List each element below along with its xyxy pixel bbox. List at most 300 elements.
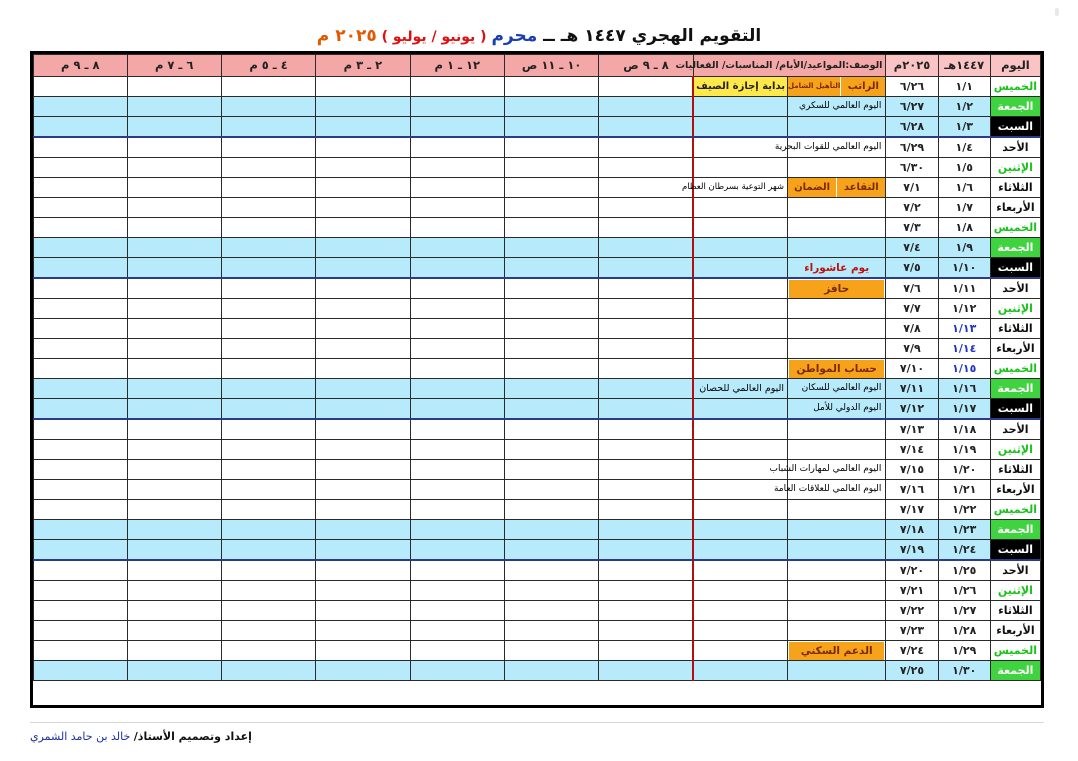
slot-cell[interactable] bbox=[127, 601, 221, 621]
slot-cell[interactable] bbox=[410, 278, 504, 299]
slot-cell[interactable] bbox=[410, 379, 504, 399]
slot-cell[interactable] bbox=[127, 319, 221, 339]
slot-cell[interactable] bbox=[34, 258, 128, 279]
activity-cell[interactable] bbox=[693, 661, 787, 681]
slot-cell[interactable] bbox=[410, 440, 504, 460]
greg-date: ٧/١٨ bbox=[886, 520, 938, 540]
desc-badge: يوم عاشوراء bbox=[804, 261, 870, 274]
activity-cell[interactable] bbox=[693, 621, 787, 641]
day-cell: الثلاثاء bbox=[990, 319, 1040, 339]
slot-cell[interactable] bbox=[221, 379, 315, 399]
description-cell[interactable] bbox=[788, 117, 886, 138]
slot-cell[interactable] bbox=[221, 460, 315, 480]
activity-cell[interactable] bbox=[693, 319, 787, 339]
description-cell[interactable] bbox=[788, 319, 886, 339]
description-cell[interactable] bbox=[788, 560, 886, 581]
slot-cell[interactable] bbox=[504, 540, 598, 561]
description-cell[interactable]: اليوم العالمي للسكري bbox=[788, 97, 886, 117]
activity-cell[interactable] bbox=[693, 299, 787, 319]
slot-cell[interactable] bbox=[316, 460, 410, 480]
slot-cell[interactable] bbox=[127, 419, 221, 440]
slot-cell[interactable] bbox=[34, 178, 128, 198]
activity-cell[interactable]: اليوم العالمي للحصان bbox=[693, 379, 787, 399]
slot-cell[interactable] bbox=[410, 238, 504, 258]
activity-cell[interactable] bbox=[693, 601, 787, 621]
activity-cell[interactable] bbox=[693, 641, 787, 661]
slot-cell[interactable] bbox=[316, 178, 410, 198]
slot-cell[interactable] bbox=[127, 440, 221, 460]
table-row bbox=[34, 218, 1041, 238]
table-row bbox=[34, 379, 1041, 399]
slot-cell[interactable] bbox=[599, 77, 693, 97]
slot-cell[interactable] bbox=[410, 399, 504, 420]
footer-label: إعداد وتصميم الأستاذ/ bbox=[133, 730, 252, 743]
slot-cell[interactable] bbox=[504, 460, 598, 480]
description-cell[interactable]: اليوم العالمي للقوات البحرية bbox=[788, 137, 886, 158]
activity-cell[interactable] bbox=[693, 399, 787, 420]
description-cell[interactable] bbox=[788, 359, 886, 379]
description-cell[interactable] bbox=[788, 258, 886, 279]
slot-cell[interactable] bbox=[221, 500, 315, 520]
hijri-date: ١/٩ bbox=[938, 238, 990, 258]
description-cell[interactable] bbox=[788, 178, 886, 198]
slot-cell[interactable] bbox=[34, 581, 128, 601]
slot-cell[interactable] bbox=[127, 97, 221, 117]
day-cell: السبت bbox=[990, 117, 1040, 138]
description-cell[interactable]: اليوم العالمي للسكان bbox=[788, 379, 886, 399]
slot-cell[interactable] bbox=[34, 359, 128, 379]
slot-cell[interactable] bbox=[410, 198, 504, 218]
slot-cell[interactable] bbox=[34, 198, 128, 218]
slot-cell[interactable] bbox=[410, 621, 504, 641]
slot-cell[interactable] bbox=[127, 158, 221, 178]
slot-cell[interactable] bbox=[410, 661, 504, 681]
activity-cell[interactable] bbox=[693, 540, 787, 561]
slot-cell[interactable] bbox=[127, 278, 221, 299]
slot-cell[interactable] bbox=[599, 500, 693, 520]
header-row bbox=[34, 55, 1041, 77]
slot-cell[interactable] bbox=[504, 97, 598, 117]
slot-cell[interactable] bbox=[34, 299, 128, 319]
slot-cell[interactable] bbox=[316, 419, 410, 440]
slot-cell[interactable] bbox=[127, 641, 221, 661]
slot-cell[interactable] bbox=[316, 158, 410, 178]
greg-date: ٧/١٩ bbox=[886, 540, 938, 561]
slot-cell[interactable] bbox=[410, 520, 504, 540]
slot-cell[interactable] bbox=[599, 460, 693, 480]
slot-cell[interactable] bbox=[504, 480, 598, 500]
slot-cell[interactable] bbox=[504, 601, 598, 621]
slot-cell[interactable] bbox=[221, 218, 315, 238]
slot-cell[interactable] bbox=[504, 77, 598, 97]
slot-cell[interactable] bbox=[316, 440, 410, 460]
slot-cell[interactable] bbox=[410, 97, 504, 117]
slot-cell[interactable] bbox=[599, 339, 693, 359]
slot-cell[interactable] bbox=[316, 117, 410, 138]
slot-cell[interactable] bbox=[221, 198, 315, 218]
slot-cell[interactable] bbox=[34, 137, 128, 158]
slot-cell[interactable] bbox=[410, 641, 504, 661]
activity-cell[interactable] bbox=[693, 581, 787, 601]
scroll-indicator[interactable] bbox=[1055, 8, 1059, 16]
slot-cell[interactable] bbox=[221, 97, 315, 117]
slot-cell[interactable] bbox=[34, 399, 128, 420]
slot-cell[interactable] bbox=[410, 258, 504, 279]
description-cell[interactable]: اليوم العالمي للعلاقات العامة bbox=[788, 480, 886, 500]
slot-cell[interactable] bbox=[504, 440, 598, 460]
slot-cell[interactable] bbox=[410, 299, 504, 319]
slot-cell[interactable] bbox=[316, 359, 410, 379]
slot-cell[interactable] bbox=[316, 500, 410, 520]
slot-cell[interactable] bbox=[504, 198, 598, 218]
slot-cell[interactable] bbox=[127, 500, 221, 520]
slot-cell[interactable] bbox=[316, 621, 410, 641]
slot-cell[interactable] bbox=[221, 581, 315, 601]
slot-cell[interactable] bbox=[410, 339, 504, 359]
slot-cell[interactable] bbox=[34, 117, 128, 138]
slot-cell[interactable] bbox=[34, 641, 128, 661]
slot-cell[interactable] bbox=[599, 198, 693, 218]
slot-cell[interactable] bbox=[34, 278, 128, 299]
slot-cell[interactable] bbox=[504, 258, 598, 279]
slot-cell[interactable] bbox=[221, 319, 315, 339]
activity-cell[interactable] bbox=[693, 339, 787, 359]
slot-cell[interactable] bbox=[599, 137, 693, 158]
slot-cell[interactable] bbox=[316, 77, 410, 97]
hijri-date: ١/٢٤ bbox=[938, 540, 990, 561]
slot-cell[interactable] bbox=[127, 339, 221, 359]
slot-cell[interactable] bbox=[599, 117, 693, 138]
slot-cell[interactable] bbox=[599, 540, 693, 561]
slot-cell[interactable] bbox=[504, 581, 598, 601]
day-cell: الخميس bbox=[990, 500, 1040, 520]
slot-cell[interactable] bbox=[34, 621, 128, 641]
slot-cell[interactable] bbox=[221, 560, 315, 581]
description-cell[interactable]: اليوم الدولي للأمل bbox=[788, 399, 886, 420]
slot-cell[interactable] bbox=[127, 581, 221, 601]
slot-cell[interactable] bbox=[221, 299, 315, 319]
slot-cell[interactable] bbox=[127, 621, 221, 641]
slot-cell[interactable] bbox=[34, 500, 128, 520]
slot-cell[interactable] bbox=[410, 117, 504, 138]
slot-cell[interactable] bbox=[127, 480, 221, 500]
slot-cell[interactable] bbox=[221, 238, 315, 258]
slot-cell[interactable] bbox=[316, 560, 410, 581]
table-row bbox=[34, 480, 1041, 500]
col-desc: الوصف:المواعيد/الأيام/ المناسبات/ الفعاليات bbox=[693, 55, 886, 77]
slot-cell[interactable] bbox=[599, 621, 693, 641]
slot-cell[interactable] bbox=[34, 419, 128, 440]
slot-cell[interactable] bbox=[599, 379, 693, 399]
slot-cell[interactable] bbox=[504, 299, 598, 319]
activity-cell[interactable] bbox=[693, 117, 787, 138]
slot-cell[interactable] bbox=[316, 399, 410, 420]
slot-cell[interactable] bbox=[599, 238, 693, 258]
slot-cell[interactable] bbox=[127, 299, 221, 319]
slot-cell[interactable] bbox=[410, 601, 504, 621]
description-cell[interactable] bbox=[788, 278, 886, 299]
description-cell[interactable] bbox=[788, 520, 886, 540]
hijri-date: ١/١٥ bbox=[938, 359, 990, 379]
slot-cell[interactable] bbox=[504, 178, 598, 198]
hijri-date: ١/١ bbox=[938, 77, 990, 97]
slot-cell[interactable] bbox=[599, 560, 693, 581]
slot-cell[interactable] bbox=[316, 238, 410, 258]
activity-cell[interactable] bbox=[693, 258, 787, 279]
description-cell[interactable] bbox=[788, 77, 886, 97]
slot-cell[interactable] bbox=[504, 560, 598, 581]
activity-cell[interactable] bbox=[693, 440, 787, 460]
slot-cell[interactable] bbox=[599, 359, 693, 379]
slot-cell[interactable] bbox=[221, 440, 315, 460]
slot-cell[interactable] bbox=[504, 641, 598, 661]
slot-cell[interactable] bbox=[599, 97, 693, 117]
divider bbox=[30, 722, 1044, 723]
desc-badge: الراتب bbox=[841, 77, 885, 96]
activity-cell[interactable] bbox=[693, 77, 787, 97]
description-cell[interactable] bbox=[788, 339, 886, 359]
slot-cell[interactable] bbox=[410, 137, 504, 158]
description-cell[interactable] bbox=[788, 299, 886, 319]
slot-cell[interactable] bbox=[34, 661, 128, 681]
slot-cell[interactable] bbox=[599, 601, 693, 621]
slot-cell[interactable] bbox=[410, 178, 504, 198]
slot-cell[interactable] bbox=[34, 460, 128, 480]
activity-cell[interactable]: شهر التوعية بسرطان العظام bbox=[693, 178, 787, 198]
slot-cell[interactable] bbox=[316, 319, 410, 339]
slot-cell[interactable] bbox=[316, 581, 410, 601]
slot-cell[interactable] bbox=[127, 218, 221, 238]
slot-cell[interactable] bbox=[316, 278, 410, 299]
activity-cell[interactable] bbox=[693, 158, 787, 178]
slot-cell[interactable] bbox=[221, 359, 315, 379]
slot-cell[interactable] bbox=[127, 661, 221, 681]
description-cell[interactable] bbox=[788, 621, 886, 641]
slot-cell[interactable] bbox=[504, 339, 598, 359]
slot-cell[interactable] bbox=[599, 520, 693, 540]
slot-cell[interactable] bbox=[221, 158, 315, 178]
slot-cell[interactable] bbox=[34, 319, 128, 339]
slot-cell[interactable] bbox=[410, 77, 504, 97]
activity-cell[interactable] bbox=[693, 419, 787, 440]
slot-cell[interactable] bbox=[316, 480, 410, 500]
slot-cell[interactable] bbox=[34, 158, 128, 178]
slot-cell[interactable] bbox=[221, 661, 315, 681]
slot-cell[interactable] bbox=[410, 560, 504, 581]
slot-cell[interactable] bbox=[316, 520, 410, 540]
activity-cell[interactable] bbox=[693, 218, 787, 238]
slot-cell[interactable] bbox=[34, 520, 128, 540]
slot-cell[interactable] bbox=[316, 258, 410, 279]
description-cell[interactable] bbox=[788, 218, 886, 238]
activity-cell[interactable] bbox=[693, 520, 787, 540]
slot-cell[interactable] bbox=[316, 339, 410, 359]
description-cell[interactable] bbox=[788, 419, 886, 440]
slot-cell[interactable] bbox=[221, 641, 315, 661]
slot-cell[interactable] bbox=[221, 117, 315, 138]
slot-cell[interactable] bbox=[504, 117, 598, 138]
slot-cell[interactable] bbox=[221, 278, 315, 299]
slot-cell[interactable] bbox=[34, 601, 128, 621]
slot-cell[interactable] bbox=[221, 77, 315, 97]
hijri-date: ١/٦ bbox=[938, 178, 990, 198]
description-cell[interactable] bbox=[788, 198, 886, 218]
slot-cell[interactable] bbox=[599, 178, 693, 198]
slot-cell[interactable] bbox=[410, 158, 504, 178]
slot-cell[interactable] bbox=[34, 379, 128, 399]
slot-cell[interactable] bbox=[599, 218, 693, 238]
slot-cell[interactable] bbox=[127, 399, 221, 420]
slot-cell[interactable] bbox=[316, 198, 410, 218]
activity-cell[interactable] bbox=[693, 500, 787, 520]
slot-cell[interactable] bbox=[127, 359, 221, 379]
slot-cell[interactable] bbox=[504, 359, 598, 379]
slot-cell[interactable] bbox=[34, 218, 128, 238]
greg-date: ٧/٢٢ bbox=[886, 601, 938, 621]
day-cell: الجمعة bbox=[990, 520, 1040, 540]
slot-cell[interactable] bbox=[410, 359, 504, 379]
slot-cell[interactable] bbox=[504, 621, 598, 641]
slot-cell[interactable] bbox=[316, 641, 410, 661]
slot-cell[interactable] bbox=[599, 319, 693, 339]
slot-cell[interactable] bbox=[504, 379, 598, 399]
day-cell: الثلاثاء bbox=[990, 601, 1040, 621]
slot-cell[interactable] bbox=[221, 399, 315, 420]
slot-cell[interactable] bbox=[221, 520, 315, 540]
slot-cell[interactable] bbox=[127, 560, 221, 581]
slot-cell[interactable] bbox=[410, 581, 504, 601]
col-slot: ٨ ـ ٩ ص bbox=[599, 55, 693, 77]
slot-cell[interactable] bbox=[127, 379, 221, 399]
hijri-date: ١/١١ bbox=[938, 278, 990, 299]
slot-cell[interactable] bbox=[127, 520, 221, 540]
slot-cell[interactable] bbox=[221, 137, 315, 158]
slot-cell[interactable] bbox=[316, 601, 410, 621]
slot-cell[interactable] bbox=[599, 641, 693, 661]
slot-cell[interactable] bbox=[599, 661, 693, 681]
slot-cell[interactable] bbox=[410, 460, 504, 480]
greg-date: ٧/٢٠ bbox=[886, 560, 938, 581]
slot-cell[interactable] bbox=[504, 419, 598, 440]
description-cell[interactable] bbox=[788, 661, 886, 681]
table-row bbox=[34, 77, 1041, 97]
footer-name: خالد بن حامد الشمري bbox=[30, 730, 134, 743]
slot-cell[interactable] bbox=[599, 158, 693, 178]
slot-cell[interactable] bbox=[599, 278, 693, 299]
slot-cell[interactable] bbox=[599, 258, 693, 279]
slot-cell[interactable] bbox=[34, 238, 128, 258]
activity-cell[interactable] bbox=[693, 238, 787, 258]
slot-cell[interactable] bbox=[127, 178, 221, 198]
slot-cell[interactable] bbox=[127, 460, 221, 480]
slot-cell[interactable] bbox=[599, 440, 693, 460]
activity-cell[interactable] bbox=[693, 359, 787, 379]
slot-cell[interactable] bbox=[316, 97, 410, 117]
activity-cell[interactable] bbox=[693, 137, 787, 158]
slot-cell[interactable] bbox=[221, 419, 315, 440]
slot-cell[interactable] bbox=[504, 238, 598, 258]
description-cell[interactable] bbox=[788, 500, 886, 520]
slot-cell[interactable] bbox=[504, 158, 598, 178]
hijri-date: ١/١٦ bbox=[938, 379, 990, 399]
slot-cell[interactable] bbox=[504, 137, 598, 158]
slot-cell[interactable] bbox=[410, 540, 504, 561]
description-cell[interactable] bbox=[788, 581, 886, 601]
slot-cell[interactable] bbox=[221, 480, 315, 500]
slot-cell[interactable] bbox=[127, 77, 221, 97]
slot-cell[interactable] bbox=[504, 278, 598, 299]
slot-cell[interactable] bbox=[221, 339, 315, 359]
slot-cell[interactable] bbox=[221, 178, 315, 198]
slot-cell[interactable] bbox=[410, 480, 504, 500]
slot-cell[interactable] bbox=[127, 258, 221, 279]
description-cell[interactable] bbox=[788, 601, 886, 621]
description-cell[interactable] bbox=[788, 641, 886, 661]
description-cell[interactable]: اليوم العالمي لمهارات الشباب bbox=[788, 460, 886, 480]
slot-cell[interactable] bbox=[34, 560, 128, 581]
slot-cell[interactable] bbox=[316, 137, 410, 158]
slot-cell[interactable] bbox=[316, 218, 410, 238]
activity-cell[interactable] bbox=[693, 278, 787, 299]
slot-cell[interactable] bbox=[221, 601, 315, 621]
description-cell[interactable] bbox=[788, 440, 886, 460]
slot-cell[interactable] bbox=[504, 218, 598, 238]
slot-cell[interactable] bbox=[599, 299, 693, 319]
slot-cell[interactable] bbox=[316, 540, 410, 561]
slot-cell[interactable] bbox=[316, 379, 410, 399]
slot-cell[interactable] bbox=[410, 419, 504, 440]
slot-cell[interactable] bbox=[127, 137, 221, 158]
slot-cell[interactable] bbox=[504, 520, 598, 540]
slot-cell[interactable] bbox=[34, 540, 128, 561]
slot-cell[interactable] bbox=[599, 419, 693, 440]
slot-cell[interactable] bbox=[410, 500, 504, 520]
slot-cell[interactable] bbox=[504, 500, 598, 520]
activity-cell[interactable] bbox=[693, 560, 787, 581]
slot-cell[interactable] bbox=[34, 77, 128, 97]
activity-cell[interactable] bbox=[693, 198, 787, 218]
description-cell[interactable] bbox=[788, 238, 886, 258]
slot-cell[interactable] bbox=[221, 540, 315, 561]
slot-cell[interactable] bbox=[127, 540, 221, 561]
slot-cell[interactable] bbox=[316, 299, 410, 319]
description-cell[interactable] bbox=[788, 540, 886, 561]
activity-cell[interactable] bbox=[693, 97, 787, 117]
slot-cell[interactable] bbox=[504, 399, 598, 420]
description-cell[interactable] bbox=[788, 158, 886, 178]
greg-date: ٧/٧ bbox=[886, 299, 938, 319]
slot-cell[interactable] bbox=[221, 258, 315, 279]
slot-cell[interactable] bbox=[504, 661, 598, 681]
slot-cell[interactable] bbox=[410, 319, 504, 339]
slot-cell[interactable] bbox=[127, 117, 221, 138]
greg-date: ٧/٢ bbox=[886, 198, 938, 218]
slot-cell[interactable] bbox=[504, 319, 598, 339]
slot-cell[interactable] bbox=[316, 661, 410, 681]
slot-cell[interactable] bbox=[221, 621, 315, 641]
slot-cell[interactable] bbox=[127, 238, 221, 258]
slot-cell[interactable] bbox=[410, 218, 504, 238]
slot-cell[interactable] bbox=[127, 198, 221, 218]
slot-cell[interactable] bbox=[599, 399, 693, 420]
slot-cell[interactable] bbox=[34, 339, 128, 359]
slot-cell[interactable] bbox=[599, 581, 693, 601]
greg-date: ٦/٢٧ bbox=[886, 97, 938, 117]
slot-cell[interactable] bbox=[34, 480, 128, 500]
slot-cell[interactable] bbox=[34, 440, 128, 460]
slot-cell[interactable] bbox=[34, 97, 128, 117]
slot-cell[interactable] bbox=[599, 480, 693, 500]
